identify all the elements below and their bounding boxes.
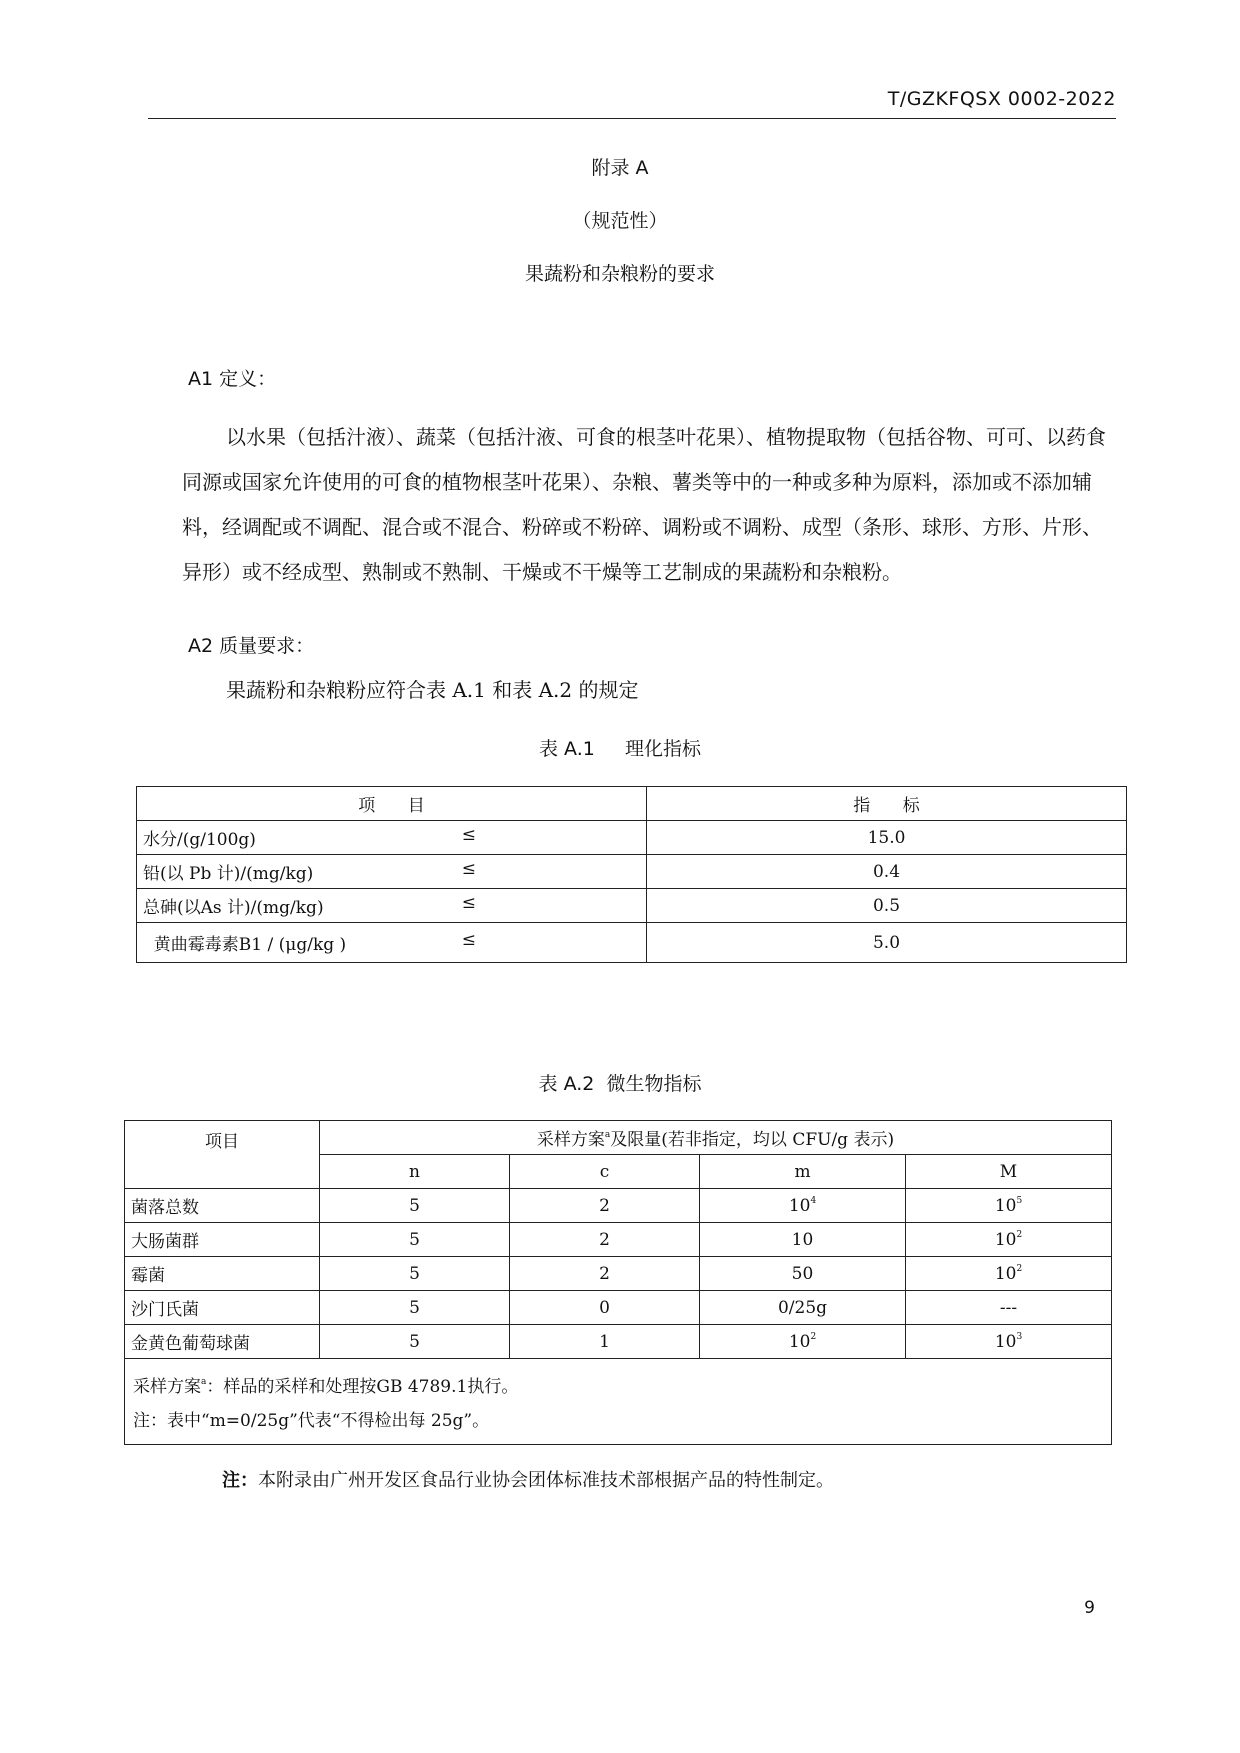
M-exponent: 5 [1016, 1195, 1023, 1206]
section-a1-heading: A1 定义： [188, 368, 277, 390]
appendix-subject: 果蔬粉和杂粮粉的要求 [524, 263, 715, 285]
table-row [125, 1223, 1112, 1257]
n-cell: 5 [320, 1189, 510, 1223]
item-cell: 菌落总数 [125, 1189, 320, 1223]
table-a2-header-item: 项目 [125, 1121, 320, 1189]
subheader-M: M [906, 1155, 1112, 1189]
M-base: 10 [994, 1195, 1017, 1216]
c-cell: 2 [510, 1223, 700, 1257]
m-cell [700, 1189, 906, 1223]
table-a1-item-cell [137, 889, 647, 923]
item-label: 总砷(以As 计)/(mg/kg) [143, 898, 324, 918]
plan-label: 采样方案 [536, 1130, 605, 1150]
M-base: 10 [994, 1331, 1017, 1352]
table-row [137, 855, 1127, 889]
m-base: 10 [788, 1331, 811, 1352]
c-cell: 0 [510, 1291, 700, 1325]
table-row [125, 1257, 1112, 1291]
value-cell: 5.0 [647, 923, 1127, 963]
m-base: 10 [788, 1195, 811, 1216]
value-cell: 15.0 [647, 821, 1127, 855]
table-row [125, 1325, 1112, 1359]
M-cell [906, 1223, 1112, 1257]
leq-symbol: ≤ [461, 859, 476, 879]
header-divider [148, 118, 1116, 119]
n-cell: 5 [320, 1325, 510, 1359]
c-cell: 2 [510, 1257, 700, 1291]
table-row [125, 1189, 1112, 1223]
n-cell: 5 [320, 1257, 510, 1291]
note-sampling [133, 1365, 1103, 1404]
n-cell: 5 [320, 1291, 510, 1325]
M-exponent: 2 [1016, 1263, 1023, 1274]
subheader-n: n [320, 1155, 510, 1189]
appendix-title: 附录 A [591, 157, 649, 179]
table-a2-caption: 表 A.2 微生物指标 [538, 1073, 702, 1095]
footnote-marker: a [201, 1377, 207, 1387]
footnote-marker: a [604, 1130, 611, 1140]
table-row [137, 821, 1127, 855]
M-cell [906, 1325, 1112, 1359]
section-a1-body-text: 以水果（包括汁液）、蔬菜（包括汁液、可食的根茎叶花果）、植物提取物（包括谷物、可可、以药食同源或国家允许使用的可食的植物根茎叶花果）、杂粮、薯类等中的一种或多种为原料，添加或不添加辅料，经调配或不调配、混合或不混合、粉碎或不粉碎、调粉或不调粉、成型（条形、球形、方形、片形、异形）或不经成型、熟制或不熟制、干燥或不干燥等工艺制成的果蔬粉和杂粮粉。 [182, 425, 1106, 584]
M-exponent: 3 [1016, 1331, 1023, 1342]
section-a2-heading: A2 质量要求： [188, 635, 315, 657]
m-base: 10 [791, 1229, 814, 1250]
m-exponent: 2 [810, 1331, 817, 1342]
note-sampling-label: 采样方案 [133, 1377, 201, 1397]
item-cell: 大肠菌群 [125, 1223, 320, 1257]
c-cell: 2 [510, 1189, 700, 1223]
table-header-row [125, 1121, 1112, 1155]
document-code: T/GZKFQSX 0002-2022 [887, 88, 1116, 110]
leq-symbol: ≤ [461, 825, 476, 845]
n-cell: 5 [320, 1223, 510, 1257]
m-cell [700, 1257, 906, 1291]
item-label: 铅(以 Pb 计)/(mg/kg) [143, 864, 314, 884]
M-cell [906, 1291, 1112, 1325]
item-cell: 金黄色葡萄球菌 [125, 1325, 320, 1359]
M-exponent: 2 [1016, 1229, 1023, 1240]
plan-label-rest: 及限量(若非指定，均以 CFU/g 表示) [610, 1130, 895, 1150]
footer-note [222, 1466, 834, 1492]
c-cell: 1 [510, 1325, 700, 1359]
table-a1-header-value: 指 标 [647, 787, 1127, 821]
item-label: 水分/(g/100g) [143, 830, 256, 850]
item-cell: 沙门氏菌 [125, 1291, 320, 1325]
m-exponent: 4 [810, 1195, 817, 1206]
footer-note-text: 本附录由广州开发区食品行业协会团体标准技术部根据产品的特性制定。 [258, 1470, 834, 1491]
leq-symbol: ≤ [461, 930, 476, 950]
footer-note-label: 注： [222, 1470, 258, 1491]
value-cell: 0.5 [647, 889, 1127, 923]
note-m-definition: 注：表中“m=0/25g”代表“不得检出每 25g”。 [133, 1411, 490, 1431]
appendix-nature: （规范性） [572, 210, 668, 232]
table-a1 [136, 786, 1127, 963]
M-base: --- [999, 1297, 1018, 1318]
table-a1-item-cell [137, 821, 647, 855]
table-a1-item-cell [137, 923, 647, 963]
m-base: 0/25g [777, 1297, 828, 1318]
table-row [137, 889, 1127, 923]
M-base: 10 [994, 1263, 1017, 1284]
leq-symbol: ≤ [461, 893, 476, 913]
section-a2-body [182, 675, 1120, 705]
item-cell: 霉菌 [125, 1257, 320, 1291]
section-a2-body-text: 果蔬粉和杂粮粉应符合表 A.1 和表 A.2 的规定 [226, 678, 639, 702]
value-cell: 0.4 [647, 855, 1127, 889]
table-a1-item-cell [137, 855, 647, 889]
note-sampling-text: ：样品的采样和处理按GB 4789.1执行。 [206, 1377, 519, 1397]
table-row [125, 1291, 1112, 1325]
M-base: 10 [994, 1229, 1017, 1250]
subheader-c: c [510, 1155, 700, 1189]
M-cell [906, 1189, 1112, 1223]
table-row [137, 923, 1127, 963]
table-notes [125, 1359, 1112, 1445]
subheader-m: m [700, 1155, 906, 1189]
M-cell [906, 1257, 1112, 1291]
section-a1-body [182, 415, 1120, 595]
table-header-row [137, 787, 1127, 821]
table-a1-header-item: 项 目 [137, 787, 647, 821]
table-a2 [124, 1120, 1112, 1445]
m-cell [700, 1325, 906, 1359]
table-a1-caption: 表 A.1 理化指标 [538, 738, 702, 760]
item-label: 黄曲霉毒素B1 / (μg/kg ) [143, 935, 347, 955]
m-cell [700, 1223, 906, 1257]
table-notes-row [125, 1359, 1112, 1445]
m-cell [700, 1291, 906, 1325]
page-number: 9 [1084, 1598, 1095, 1618]
table-a2-header-plan [320, 1121, 1112, 1155]
m-base: 50 [791, 1263, 814, 1284]
